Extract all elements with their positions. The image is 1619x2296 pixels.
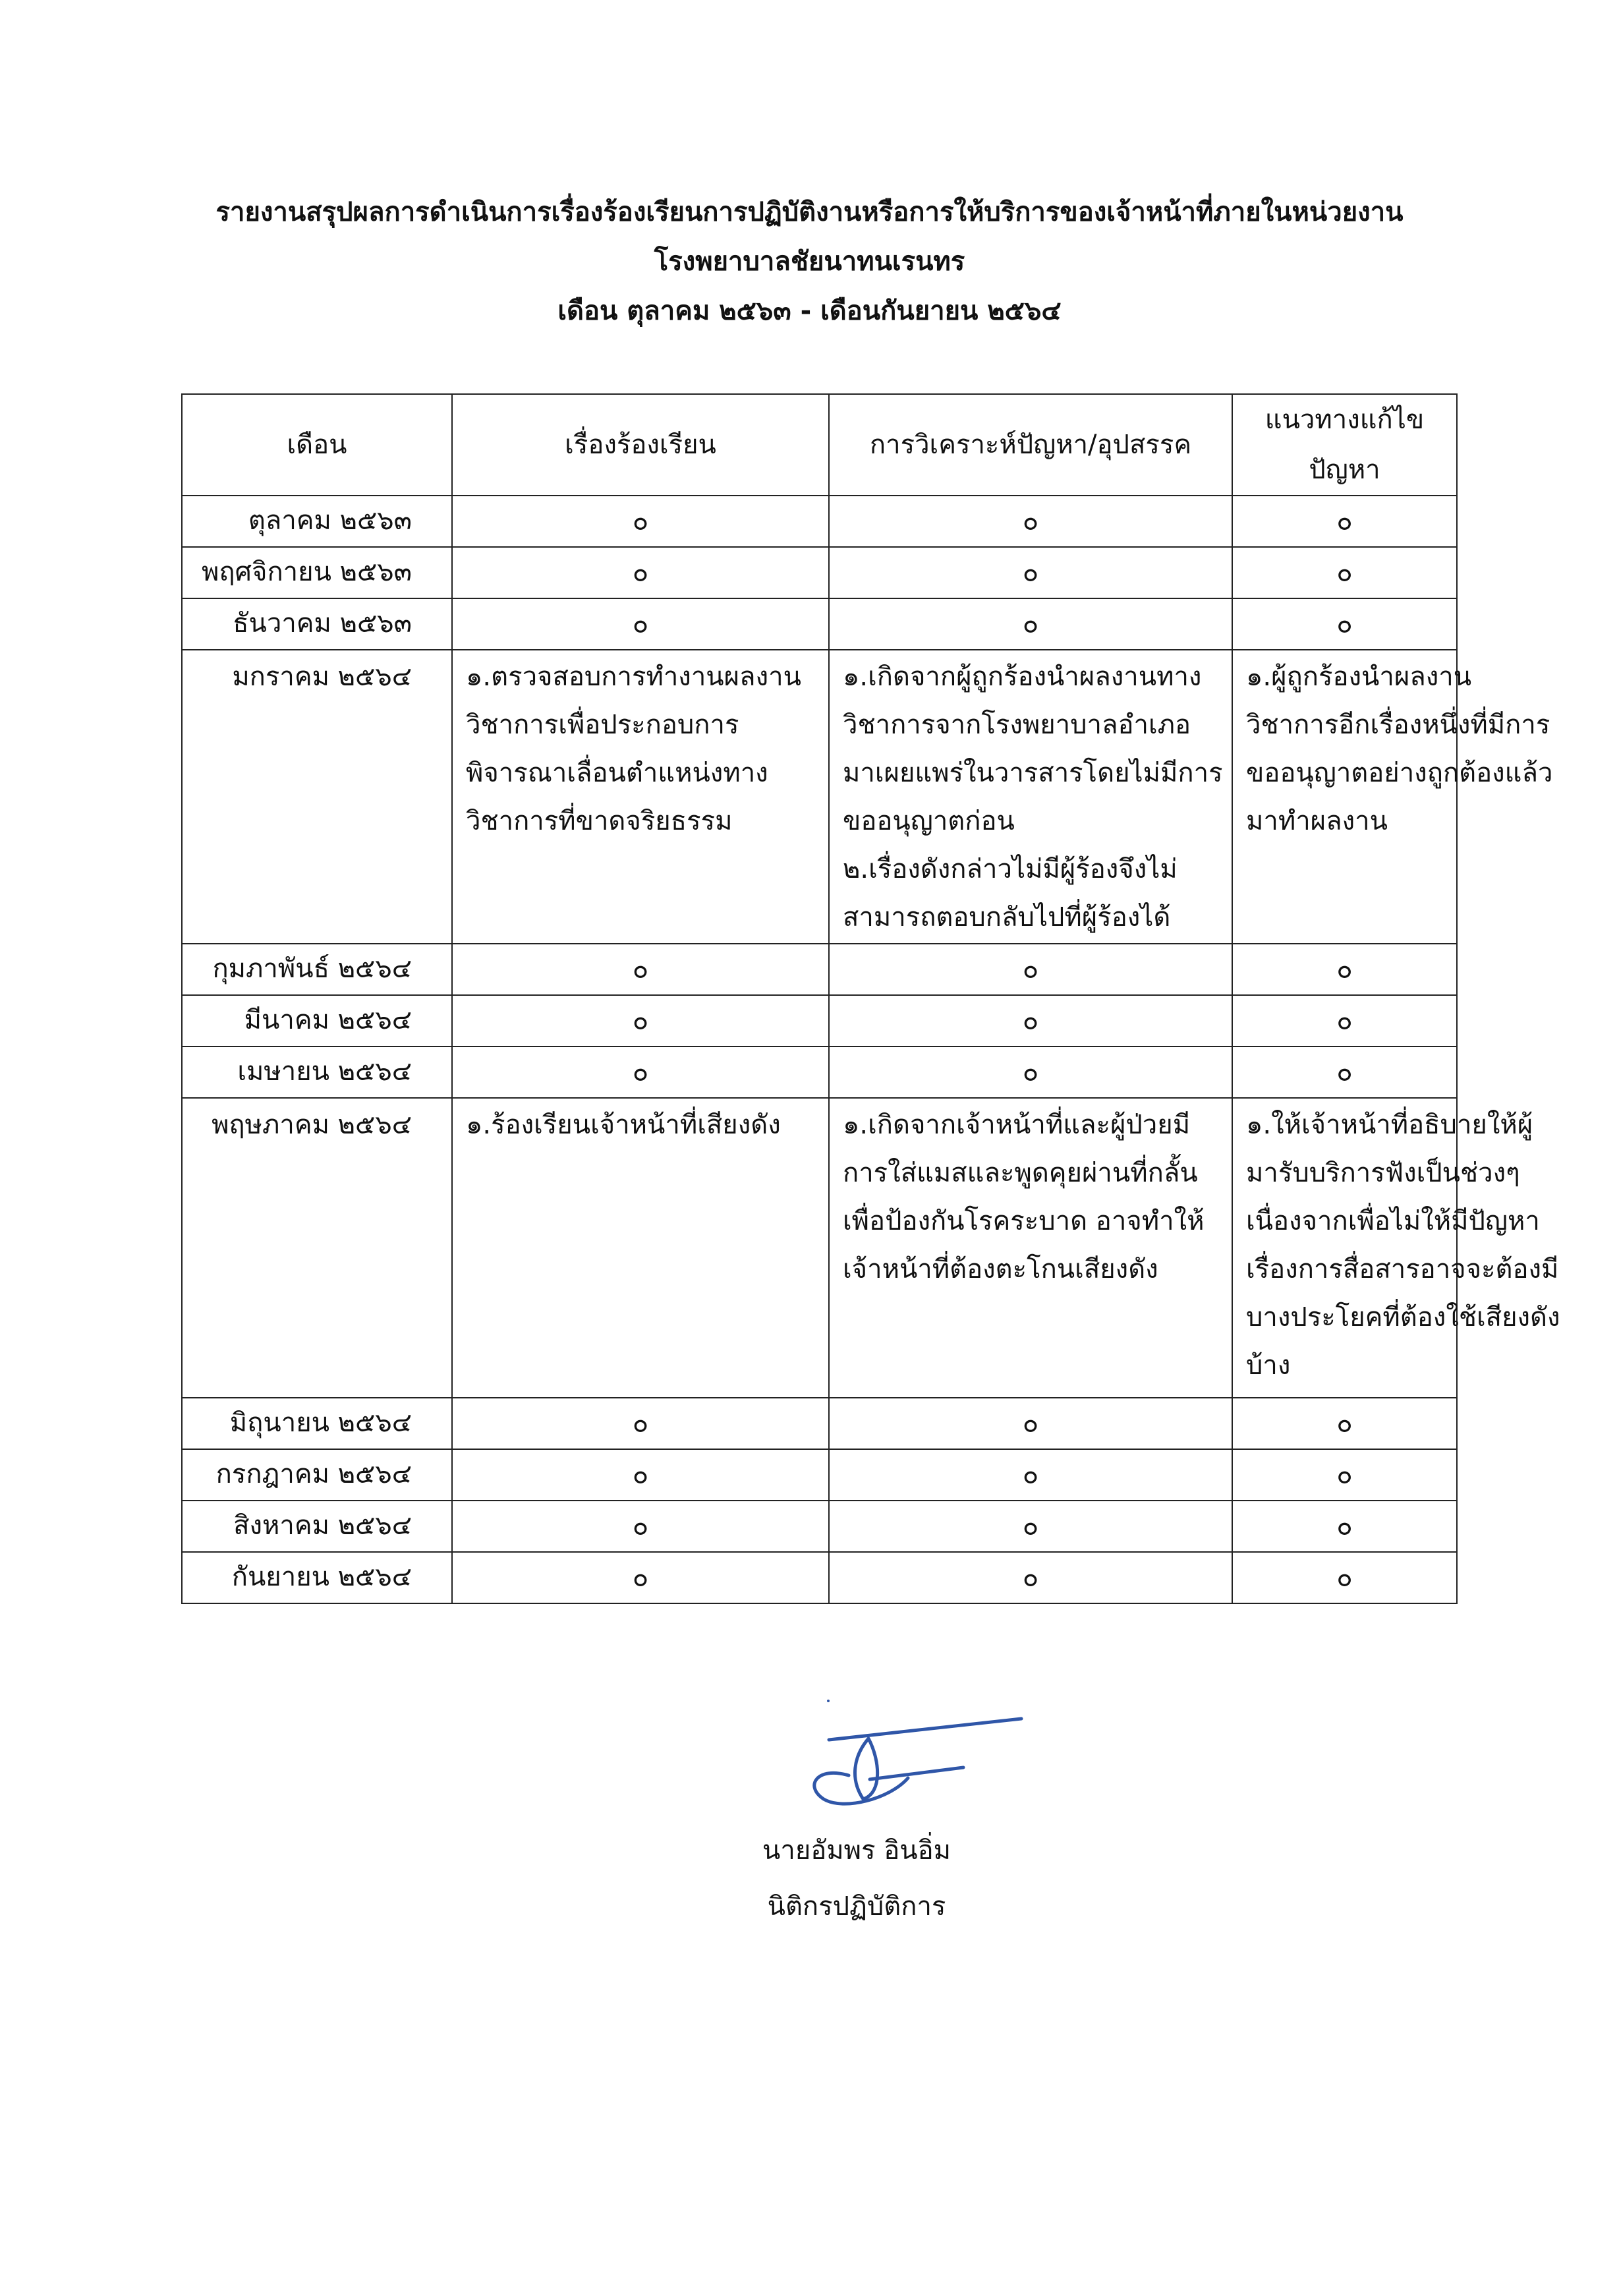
column-header-complaint: เรื่องร้องเรียน [452,394,829,496]
complaint-cell: ๐ [452,598,829,650]
complaint-cell: ๐ [452,547,829,598]
complaint-cell: ๐ [452,995,829,1047]
table-row [182,944,1457,995]
table-row [182,1552,1457,1603]
signature-tail-stroke [870,1767,963,1779]
signature-dot [827,1700,830,1702]
month-cell: สิงหาคม ๒๕๖๔ [182,1501,452,1552]
month-cell: กรกฎาคม ๒๕๖๔ [182,1449,452,1501]
table-row [182,1501,1457,1552]
complaint-cell: ๐ [452,1552,829,1603]
month-cell: ตุลาคม ๒๕๖๓ [182,496,452,547]
complaint-cell: ๐ [452,1398,829,1449]
text-line: ๑.เกิดจากผู้ถูกร้องนำผลงานทาง [843,662,1202,692]
complaint-cell: ๐ [452,944,829,995]
solution-cell: ๐ [1232,496,1457,547]
analysis-cell [829,1098,1232,1398]
complaint-cell: ๐ [452,1449,829,1501]
text-line: ๑.ผู้ถูกร้องนำผลงาน [1246,662,1472,692]
signature-image [791,1694,1041,1825]
complaint-cell [452,1098,829,1398]
analysis-cell [829,650,1232,944]
analysis-cell: ๐ [829,1449,1232,1501]
table-row [182,650,1457,944]
month-cell: กุมภาพันธ์ ๒๕๖๔ [182,944,452,995]
complaint-cell: ๐ [452,1047,829,1098]
complaint-cell [452,650,829,944]
table-row [182,547,1457,598]
solution-cell [1232,1098,1560,1398]
solution-cell: ๐ [1232,1552,1457,1603]
analysis-cell: ๐ [829,496,1232,547]
month-cell: มีนาคม ๒๕๖๔ [182,995,452,1047]
text-line: มาเผยแพร่ในวารสารโดยไม่มีการ [843,758,1223,788]
analysis-cell: ๐ [829,944,1232,995]
text-line: มารับบริการฟังเป็นช่วงๆ [1246,1158,1520,1188]
column-header-solution: แนวทางแก้ไขปัญหา [1232,394,1457,496]
analysis-cell: ๐ [829,598,1232,650]
text-line: ๑.เกิดจากเจ้าหน้าที่และผู้ป่วยมี [843,1110,1191,1140]
text-line: บ้าง [1246,1350,1291,1381]
solution-cell: ๐ [1232,1398,1457,1449]
signatory-name: นายอัมพร อินอิ่ม [762,1835,951,1866]
text-line: ๑.ร้องเรียนเจ้าหน้าที่เสียงดัง [466,1110,781,1140]
signature-top-stroke [829,1719,1021,1740]
solution-cell: ๐ [1232,547,1457,598]
table-row [182,1098,1457,1398]
hospital-name: โรงพยาบาลชัยนาทนเรนทร [654,246,965,277]
solution-cell: ๐ [1232,995,1457,1047]
text-line: ๒.เรื่องดังกล่าวไม่มีผู้ร้องจึงไม่ [843,854,1178,884]
text-line: ขออนุญาตอย่างถูกต้องแล้ว [1246,758,1553,788]
month-cell: กันยายน ๒๕๖๔ [182,1552,452,1603]
text-line: ขออนุญาตก่อน [843,806,1015,836]
month-cell: มิถุนายน ๒๕๖๔ [182,1398,452,1449]
solution-cell: ๐ [1232,1501,1457,1552]
text-line: เจ้าหน้าที่ต้องตะโกนเสียงดัง [843,1254,1158,1284]
complaint-cell: ๐ [452,1501,829,1552]
solution-cell: ๐ [1232,1047,1457,1098]
table-row [182,598,1457,650]
column-header-analysis: การวิเคราะห์ปัญหา/อุปสรรค [829,394,1232,496]
month-cell: พฤษภาคม ๒๕๖๔ [182,1098,452,1398]
column-header-month: เดือน [182,394,452,496]
text-line: วิชาการเพื่อประกอบการ [466,710,739,740]
analysis-cell: ๐ [829,547,1232,598]
analysis-cell: ๐ [829,1047,1232,1098]
text-line: การใส่แมสและพูดคุยผ่านที่กลั้น [843,1158,1198,1188]
table-row [182,1398,1457,1449]
text-line: ๑.ให้เจ้าหน้าที่อธิบายให้ผู้ [1246,1110,1533,1140]
solution-cell: ๐ [1232,598,1457,650]
month-cell: พฤศจิกายน ๒๕๖๓ [182,547,452,598]
solution-cell: ๐ [1232,944,1457,995]
text-line: วิชาการอีกเรื่องหนึ่งที่มีการ [1246,710,1550,740]
text-line: วิชาการจากโรงพยาบาลอำเภอ [843,710,1191,740]
table-row [182,1449,1457,1501]
solution-cell: ๐ [1232,1449,1457,1501]
complaint-cell: ๐ [452,496,829,547]
text-line: บางประโยคที่ต้องใช้เสียงดัง [1246,1302,1560,1333]
analysis-cell: ๐ [829,995,1232,1047]
analysis-cell: ๐ [829,1398,1232,1449]
month-cell: ธันวาคม ๒๕๖๓ [182,598,452,650]
text-line: เรื่องการสื่อสารอาจจะต้องมี [1246,1254,1559,1284]
signatory-position: นิติกรปฏิบัติการ [767,1891,946,1922]
solution-cell [1232,650,1553,944]
analysis-cell: ๐ [829,1552,1232,1603]
text-line: ๑.ตรวจสอบการทำงานผลงาน [466,662,801,692]
analysis-cell: ๐ [829,1501,1232,1552]
text-line: มาทำผลงาน [1246,806,1388,836]
complaint-summary-table [181,393,1560,1604]
text-line: เพื่อป้องกันโรคระบาด อาจทำให้ [843,1206,1205,1236]
text-line: วิชาการที่ขาดจริยธรรม [466,806,733,836]
signature-loop [855,1738,878,1799]
text-line: พิจารณาเลื่อนตำแหน่งทาง [466,758,768,788]
table-row [182,1047,1457,1098]
table-row [182,496,1457,547]
table-row [182,995,1457,1047]
month-cell: มกราคม ๒๕๖๔ [182,650,452,944]
signature-strokes [814,1700,1021,1804]
text-line: สามารถตอบกลับไปที่ผู้ร้องได้ [843,902,1171,933]
month-cell: เมษายน ๒๕๖๔ [182,1047,452,1098]
table-header-row [182,394,1457,496]
text-line: เนื่องจากเพื่อไม่ให้มีปัญหา [1246,1206,1540,1236]
report-title: รายงานสรุปผลการดำเนินการเรื่องร้องเรียนการปฏิบัติงานหรือการให้บริการของเจ้าหน้าที่ภายในหน่วยงาน [215,197,1404,227]
report-period: เดือน ตุลาคม ๒๕๖๓ - เดือนกันยายน ๒๕๖๔ [557,296,1062,326]
